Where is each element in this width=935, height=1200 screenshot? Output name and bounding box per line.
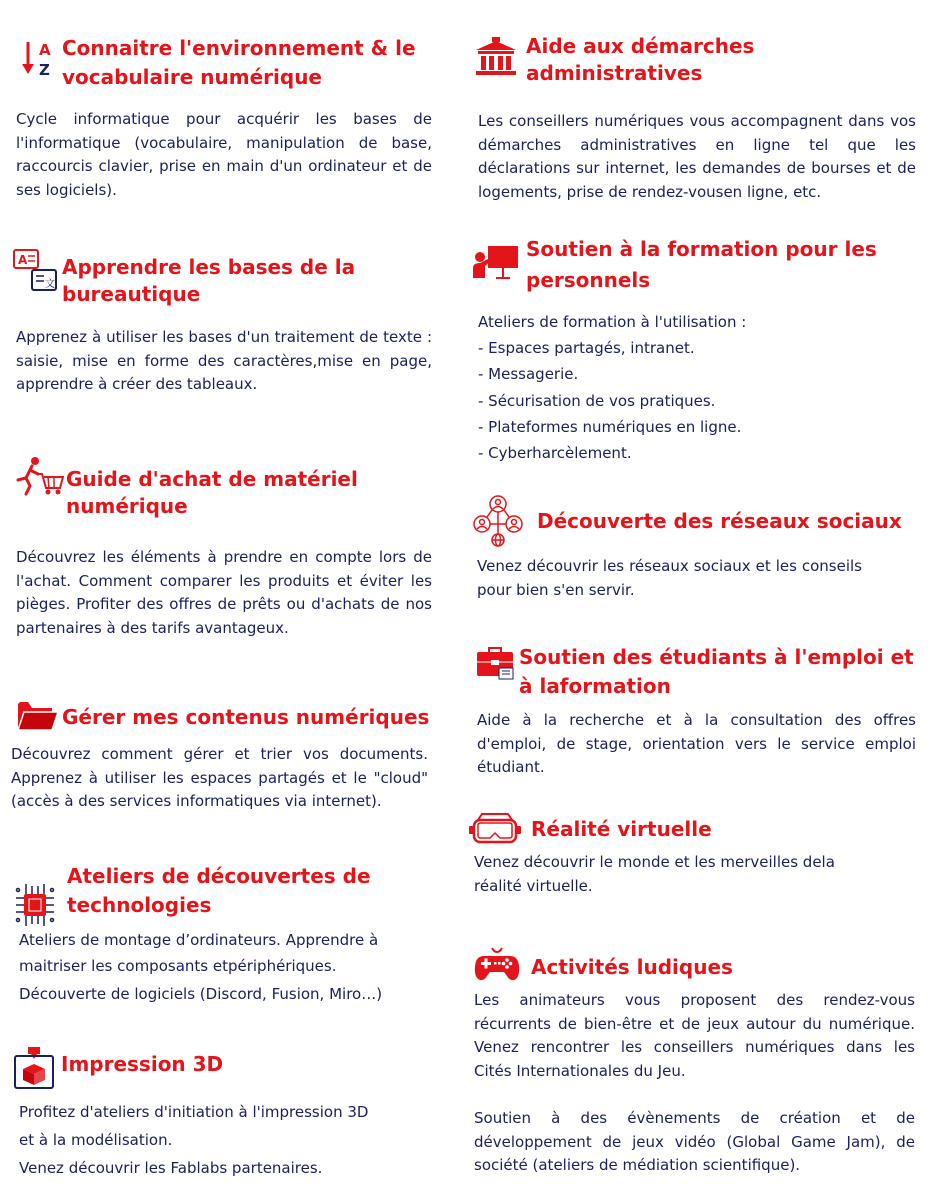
presentation-board-icon bbox=[472, 244, 520, 280]
folder-icon bbox=[16, 698, 60, 732]
section-title: Impression 3D bbox=[61, 1052, 224, 1076]
section-title-line2: technologies bbox=[67, 893, 212, 917]
section-title-line2: numérique bbox=[66, 494, 188, 518]
section-description: Cycle informatique pour acquérir les bases de l'informatique (vocabulaire, manipulation de base, raccourcis clavier, prise en main d'un ordinateur et de ses logiciels). bbox=[16, 110, 432, 199]
section-title-line2: administratives bbox=[526, 61, 703, 85]
shopping-cart-runner-icon bbox=[8, 456, 64, 496]
section-title: Soutien des étudiants à l'emploi et bbox=[519, 645, 914, 669]
section-title: Connaitre l'environnement & le bbox=[62, 36, 416, 60]
section-title: Ateliers de découvertes de bbox=[67, 864, 371, 888]
vr-headset-icon bbox=[468, 812, 522, 844]
section-title: Aide aux démarches bbox=[526, 34, 755, 58]
section-title-line2: personnels bbox=[526, 268, 651, 292]
list-item: - Sécurisation de vos pratiques. bbox=[478, 391, 716, 410]
section-description: Apprenez à utiliser les bases d'un traitement de texte : saisie, mise en forme des caractères,mise en page, apprendre à créer des tableaux. bbox=[16, 328, 432, 393]
description-line: maitriser les composants etpériphériques. bbox=[19, 957, 337, 975]
section-title: Guide d'achat de matériel bbox=[66, 467, 358, 491]
section-title: Apprendre les bases de la bbox=[62, 255, 356, 279]
section-title: Réalité virtuelle bbox=[531, 817, 712, 841]
3d-printer-icon bbox=[14, 1046, 54, 1090]
briefcase-icon bbox=[475, 646, 515, 680]
section-description: Les conseillers numériques vous accompagnent dans vos démarches administratives en ligne tel que les déclarations sur internet, les demandes de bourses et de logements, prise de rendez-vousen ligne, etc. bbox=[478, 112, 916, 201]
section-description-2: Soutien à des évènements de création et de développement de jeux vidéo (Global Game Jam), de société (ateliers de médiation scientifique). bbox=[474, 1109, 915, 1174]
svg-text:Z: Z bbox=[39, 61, 50, 78]
description-line: Ateliers de formation à l'utilisation : bbox=[478, 313, 747, 331]
section-title: Gérer mes contenus numériques bbox=[62, 705, 430, 729]
section-title-line2: vocabulaire numérique bbox=[62, 65, 322, 89]
list-item: - Espaces partagés, intranet. bbox=[478, 339, 695, 358]
section-title-line2: à laformation bbox=[519, 674, 671, 698]
description-line: Découverte de logiciels (Discord, Fusion, Miro…) bbox=[19, 985, 383, 1003]
list-item: - Plateformes numériques en ligne. bbox=[478, 417, 742, 436]
chip-icon bbox=[14, 882, 56, 928]
description-line: Profitez d'ateliers d'initiation à l'impression 3D bbox=[19, 1103, 369, 1121]
description-line: Venez découvrir les Fablabs partenaires. bbox=[19, 1159, 323, 1177]
section-description: Venez découvrir le monde et les merveilles dela réalité virtuelle. bbox=[474, 853, 835, 895]
gamepad-icon bbox=[472, 946, 522, 982]
sort-az-icon bbox=[20, 38, 60, 78]
section-description: Découvrez comment gérer et trier vos documents. Apprenez à utiliser les espaces partagés et le "cloud" (accès à des services informatiques via internet). bbox=[11, 745, 428, 810]
svg-text:A: A bbox=[39, 41, 51, 59]
description-line: et à la modélisation. bbox=[19, 1131, 173, 1149]
svg-text:A: A bbox=[18, 253, 28, 267]
section-title-line2: bureautique bbox=[62, 282, 201, 306]
list-item: - Messagerie. bbox=[478, 365, 579, 384]
section-description: Aide à la recherche et à la consultation des offres d'emploi, de stage, orientation vers le service emploi étudiant. bbox=[477, 711, 916, 776]
section-description: Venez découvrir les réseaux sociaux et les conseils pour bien s'en servir. bbox=[477, 557, 862, 599]
section-description: Découvrez les éléments à prendre en compte lors de l'achat. Comment comparer les produits et éviter les pièges. Profiter des offres de prêts ou d'achats de nos partenaires à des tarifs avantageux. bbox=[16, 548, 432, 637]
description-line: Ateliers de montage d’ordinateurs. Apprendre à bbox=[19, 931, 379, 949]
section-description: Les animateurs vous proposent des rendez-vous récurrents de bien-être et de jeux autour du numérique. Venez rencontrer les conseillers numériques dans les Cités Internationales du Jeu. bbox=[474, 991, 915, 1080]
list-item: - Cyberharcèlement. bbox=[478, 444, 632, 463]
town-hall-icon bbox=[474, 36, 518, 76]
section-title: Soutien à la formation pour les bbox=[526, 237, 877, 261]
section-title: Découverte des réseaux sociaux bbox=[537, 509, 902, 533]
social-network-icon bbox=[470, 494, 526, 548]
translate-docs-icon bbox=[12, 248, 60, 294]
section-title: Activités ludiques bbox=[531, 955, 733, 979]
svg-text:文: 文 bbox=[45, 279, 55, 290]
